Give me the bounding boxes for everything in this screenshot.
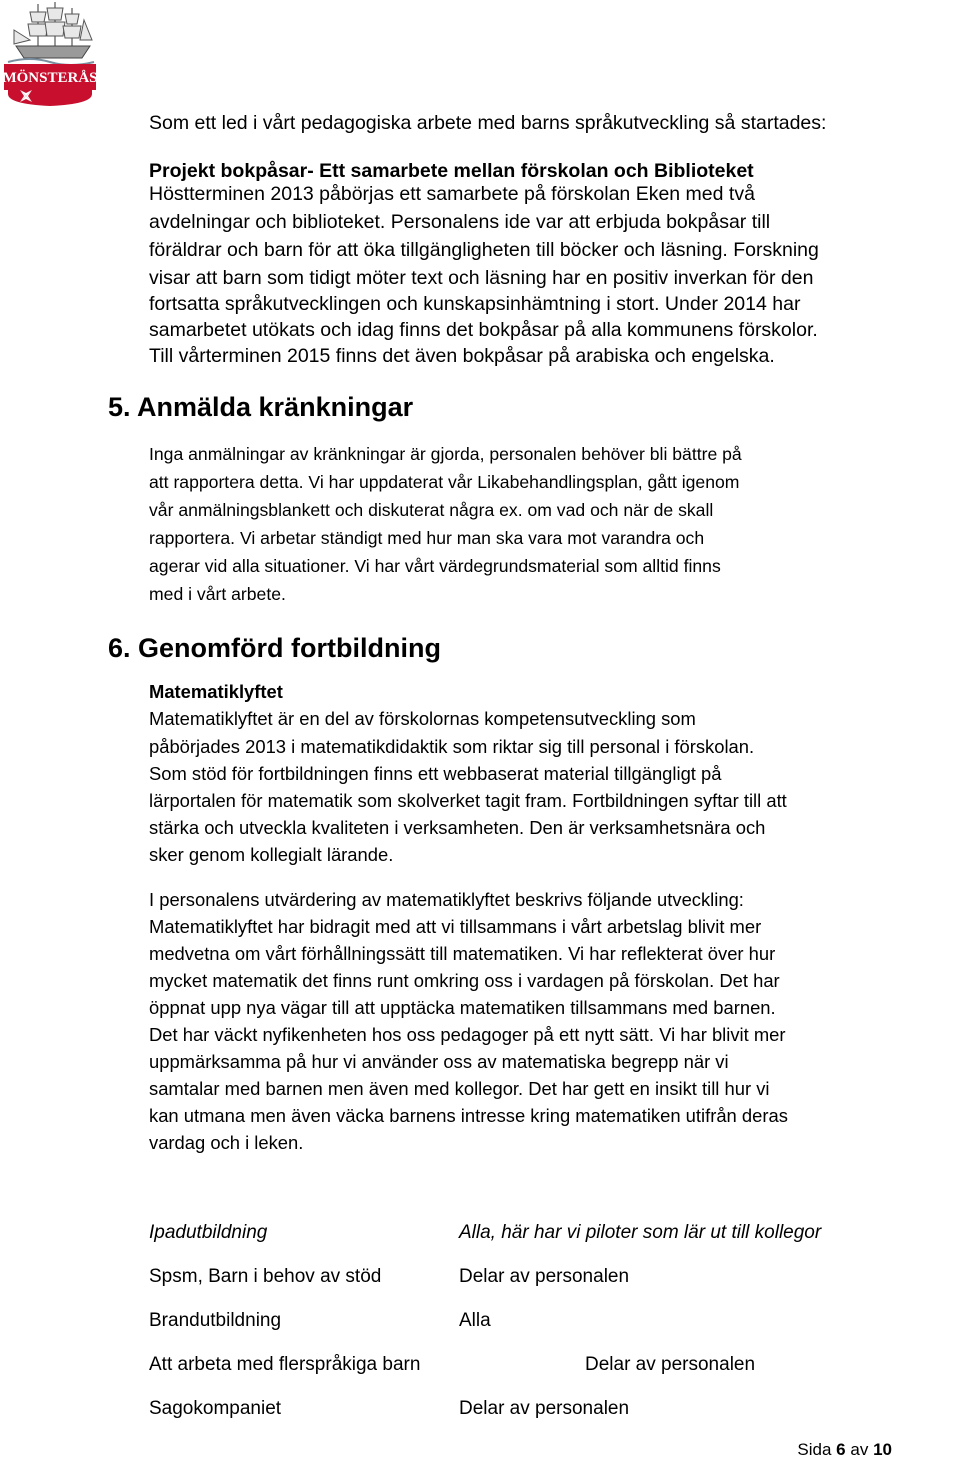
section-5-line: Inga anmälningar av kränkningar är gjorda, personalen behöver bli bättre på — [149, 444, 742, 464]
paragraph-line: Matematiklyftet är en del av förskolornas kompetensutveckling som — [149, 708, 696, 729]
paragraph-line: vardag och i leken. — [149, 1132, 304, 1153]
project-title: Projekt bokpåsar- Ett samarbete mellan förskolan och Biblioteket — [149, 160, 754, 182]
section-5-line: att rapportera detta. Vi har uppdaterat vår Likabehandlingsplan, gått igenom — [149, 472, 740, 492]
paragraph-line: samtalar med barnen men även med kollegor. Det har gett en insikt till hur vi — [149, 1078, 770, 1099]
logo-text: MÖNSTERÅS — [2, 70, 98, 86]
matematiklyftet-subheading: Matematiklyftet — [149, 681, 283, 702]
project-line: Höstterminen 2013 påbörjas ett samarbete på förskolan Eken med två — [149, 183, 755, 205]
section-6-heading: 6. Genomförd fortbildning — [108, 633, 441, 663]
section-5-line: rapportera. Vi arbetar ständigt med hur man ska vara mot varandra och — [149, 528, 705, 548]
paragraph-line: I personalens utvärdering av matematiklyftet beskrivs följande utveckling: — [149, 889, 744, 910]
ship-icon — [8, 2, 94, 65]
paragraph-line: mycket matematik det finns runt omkring oss i vardagen på förskolan. Det har — [149, 970, 780, 991]
paragraph-line: sker genom kollegialt lärande. — [149, 844, 394, 865]
page-number-of: av — [850, 1440, 869, 1459]
paragraph-line: medvetna om vårt förhållningssätt till matematiken. Vi har reflekterat över hur — [149, 943, 776, 964]
training-course: Ipadutbildning — [149, 1222, 268, 1243]
intro-text: Som ett led i vårt pedagogiska arbete med barns språkutveckling så startades: — [149, 112, 827, 134]
section-5-line: vår anmälningsblankett och diskuterat några ex. om vad och när de skall — [149, 500, 714, 520]
project-line: föräldrar och barn för att öka tillgängligheten till böcker och läsning. Forskning — [149, 239, 819, 261]
project-line: avdelningar och biblioteket. Personalens ide var att erbjuda bokpåsar till — [149, 211, 771, 233]
section-5-line: agerar vid alla situationer. Vi har vårt värdegrundsmaterial som alltid finns — [149, 556, 721, 576]
paragraph-line: Matematiklyftet har bidragit med att vi tillsammans i vårt arbetslag blivit mer — [149, 916, 762, 937]
page-number-prefix: Sida — [797, 1440, 832, 1459]
page-number — [797, 1440, 892, 1460]
paragraph-line: påbörjades 2013 i matematikdidaktik som riktar sig till personal i förskolan. — [149, 736, 755, 757]
training-participants: Delar av personalen — [585, 1354, 756, 1375]
training-course: Spsm, Barn i behov av stöd — [149, 1266, 382, 1287]
training-participants: Delar av personalen — [459, 1266, 630, 1287]
project-line: fortsatta språkutvecklingen och kunskapsinhämtning i stort. Under 2014 har — [149, 293, 801, 315]
total-pages: 10 — [873, 1440, 892, 1459]
current-page: 6 — [836, 1440, 846, 1459]
paragraph-line: stärka och utveckla kvaliteten i verksamheten. Den är verksamhetsnära och — [149, 817, 766, 838]
training-participants: Alla — [459, 1310, 491, 1331]
training-course: Sagokompaniet — [149, 1398, 282, 1419]
paragraph-line: Som stöd för fortbildningen finns ett webbaserat material tillgängligt på — [149, 763, 722, 784]
paragraph-line: kan utmana men även väcka barnens intresse kring matematiken utifrån deras — [149, 1105, 788, 1126]
paragraph-line: lärportalen för matematik som skolverket tagit fram. Fortbildningen syftar till att — [149, 790, 787, 811]
project-line: samarbetet utökats och idag finns det bokpåsar på alla kommunens förskolor. — [149, 319, 818, 341]
paragraph-line: öppnat upp nya vägar till att upptäcka matematiken tillsammans med barnen. — [149, 997, 776, 1018]
project-line: visar att barn som tidigt möter text och läsning har en positiv inverkan för den — [149, 267, 814, 289]
paragraph-line: Det har väckt nyfikenheten hos oss pedagoger på ett nytt sätt. Vi har blivit mer — [149, 1024, 786, 1045]
training-course: Att arbeta med flerspråkiga barn — [149, 1354, 421, 1375]
training-participants: Alla, här har vi piloter som lär ut till kollegor — [459, 1222, 822, 1243]
project-line: Till vårterminen 2015 finns det även bokpåsar på arabiska och engelska. — [149, 345, 775, 367]
training-participants: Delar av personalen — [459, 1398, 630, 1419]
training-course: Brandutbildning — [149, 1310, 282, 1331]
monsteras-logo — [0, 0, 100, 106]
section-5-heading: 5. Anmälda kränkningar — [108, 392, 414, 422]
section-5-line: med i vårt arbete. — [149, 584, 286, 604]
paragraph-line: uppmärksamma på hur vi använder oss av matematiska begrepp när vi — [149, 1051, 729, 1072]
